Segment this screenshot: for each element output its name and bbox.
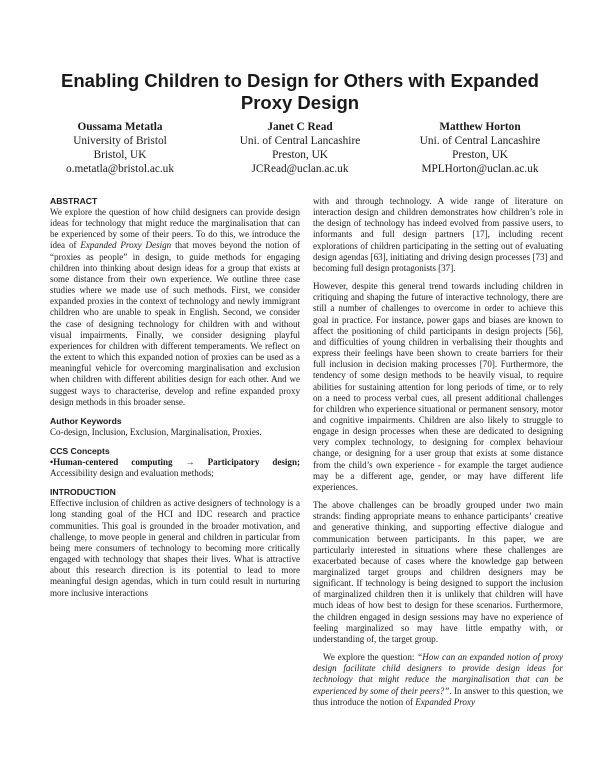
paper-title: Enabling Children to Design for Others with Expanded Proxy Design [61, 70, 539, 113]
left-column [50, 196, 300, 607]
author-location: Bristol, UK [93, 149, 147, 161]
author-block [210, 120, 390, 176]
abstract-section [50, 196, 300, 408]
keywords-section [50, 416, 300, 438]
author-name: Matthew Horton [439, 121, 521, 133]
author-affiliation: University of Bristol [73, 135, 167, 147]
intro-paragraph: However, despite this general trend towards including children in critiquing and shaping the future of interactive technology, there are still a number of challenges to overcome in order to achieve this goal in practice. For instance, power gaps and biases are known to affect the positioning of child participants in design projects [56], and difficulties of young children in verbalising their thoughts and express their feelings have been shown to create barriers for their full inclusion in decision making processes [70]. Furthermore, the tendency of some design methods to be heavily visual, to require abilities for sustaining attention for long periods of time, or to rely on a need to process verbal cues, all present additional challenges for children who experience situational or permanent sensory, motor and cognitive impairments. Children are also likely to struggle to engage in design processes when these are dedicated to designing very complex technology, to designing for complex behaviour change, or designing for a user group that exists at some distance from the child’s own experience - for example the target audience may be a different age, gender, or may have different life experiences. [313, 281, 563, 492]
author-location: Preston, UK [452, 149, 508, 161]
introduction-heading: INTRODUCTION [50, 487, 116, 498]
intro-paragraph: We explore the question: “How can an expanded notion of proxy design facilitate child designers to provide design ideas for technology that might reduce the marginalisation that can be experienced by some of their peers?”. In answer to this question, we thus introduce the notion of Expanded Proxy [313, 652, 563, 707]
author-affiliation: Uni. of Central Lancashire [419, 135, 541, 147]
author-block [30, 120, 210, 176]
author-list [30, 120, 570, 176]
author-location: Preston, UK [272, 149, 328, 161]
author-email: o.metatla@bristol.ac.uk [66, 163, 174, 175]
ccs-heading: CCS Concepts [50, 445, 110, 456]
intro-paragraph: Effective inclusion of children as active designers of technology is a long standing goal of the HCI and IDC research and practice communities. This goal is grounded in the broader motivation, and challenge, to move people in general and children in particular from being mere consumers of technology to becoming more critically engaged with technology that shapes their lives. What is attractive about this research direction is its potential to lead to more meaningful design agendas, which in turn could result in nurturing more inclusive interactions [50, 498, 300, 598]
right-column [313, 196, 563, 715]
author-name: Janet C Read [267, 121, 333, 133]
author-email: JCRead@uclan.ac.uk [251, 163, 349, 175]
ccs-section [50, 446, 300, 479]
abstract-text: We explore the question of how child designers can provide design ideas for technology that might reduce the marginalisation that can be experienced by some of their peers. To do this, we introduce the idea of Expanded Proxy Design that moves beyond the notion of “proxies as people” in design, to guide methods for engaging children into thinking about design ideas for a group that exists at some distance from their own experience. We outline three case studies where we made use of such methods. First, we consider expanded proxies in the context of technology and newly immigrant children who are unable to speak in English. Second, we consider the case of designing technology for children with and without visual impairments. Finally, we consider designing playful experiences for children with different temperaments. We reflect on the extent to which this expanded notion of proxies can be used as a meaningful vehicle for overcoming marginalisation and exclusion when children with different abilities design for each other. And we suggest ways to characterise, develop and refine expanded proxy design methods in this broader sense. [50, 207, 300, 407]
intro-paragraph: with and through technology. A wide range of literature on interaction design and children demonstrates how children’s role in the design of technology has indeed evolved from passive users, to informants and full design partners [17], including recent explorations of children participating in the setting out of evaluating design agendas [63], initiating and driving design processes [73] and becoming full design protagonists [37]. [313, 196, 563, 273]
author-name: Oussama Metatla [77, 121, 163, 133]
ccs-text: •Human-centered computing → Participatory design; Accessibility design and evaluation methods; [50, 456, 300, 479]
author-email: MPLHorton@uclan.ac.uk [421, 163, 539, 175]
keywords-heading: Author Keywords [50, 415, 122, 426]
abstract-heading: ABSTRACT [50, 196, 98, 206]
author-block [390, 120, 570, 176]
author-affiliation: Uni. of Central Lancashire [239, 135, 361, 147]
introduction-section [50, 487, 300, 598]
intro-paragraph: The above challenges can be broadly grouped under two main strands: finding appropriate means to enhance participants’ creative and generative thinking, and supporting effective dialogue and communication between participants. In this paper, we are particularly interested in situations where these challenges are exacerbated because of cases where the knowledge gap between marginalized target groups and children designers may be significant. If technology is being designed to support the inclusion of marginalized children then it is unlikely that children will have much ideas of how best to design for these scenarios. Furthermore, the children engaged in design sessions may have no experience of feeling marginalized so may have little empathy with, or understanding of, the target group. [313, 500, 563, 644]
keywords-text: Co-design, Inclusion, Exclusion, Marginalisation, Proxies. [50, 426, 262, 437]
